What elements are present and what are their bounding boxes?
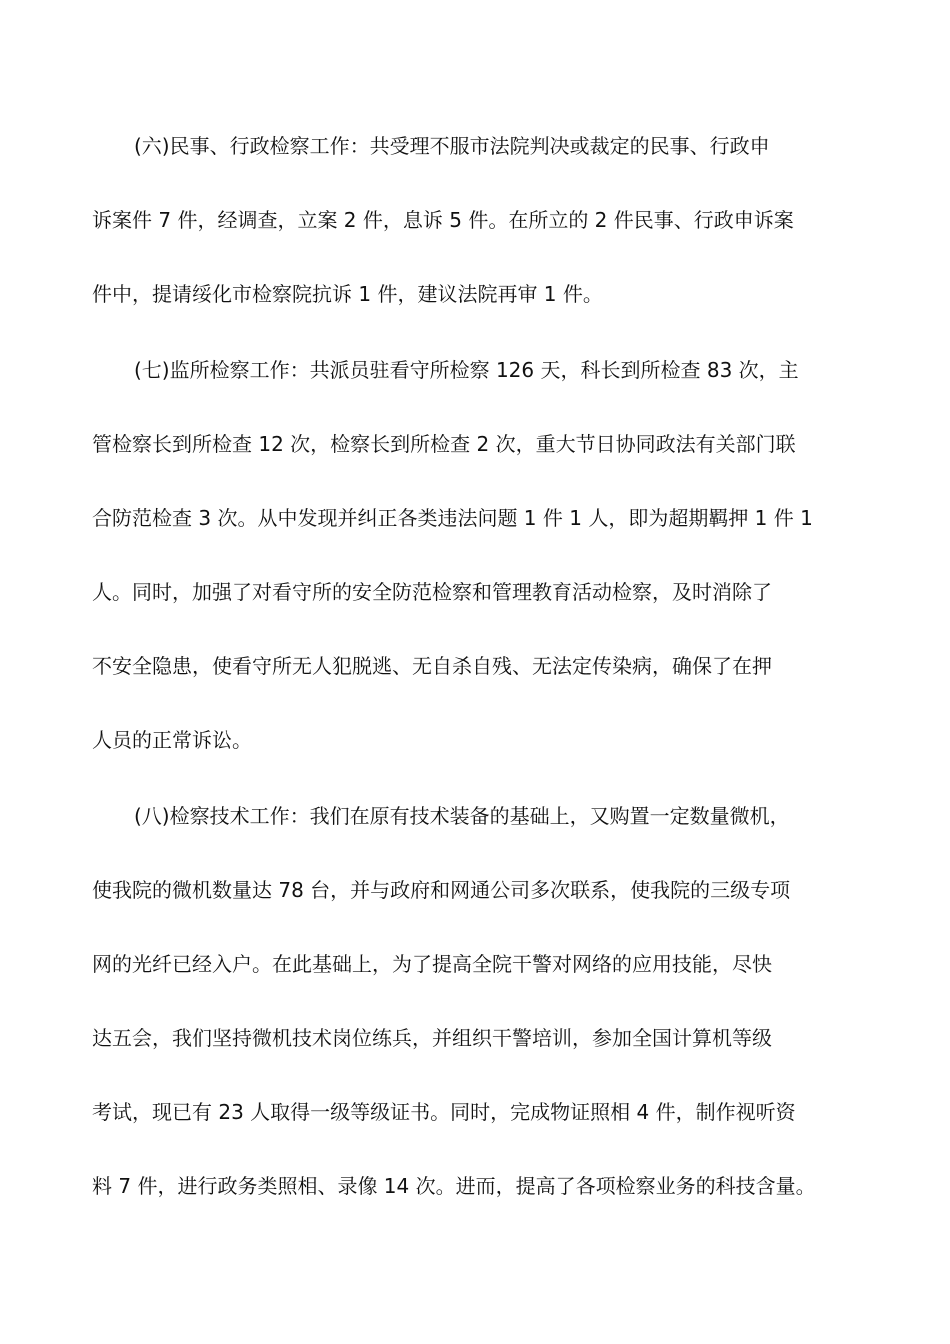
paragraph-eight-line-1: (八)检察技术工作：我们在原有技术装备的基础上，又购置一定数量微机，	[134, 804, 790, 828]
paragraph-eight-line-2: 使我院的微机数量达 78 台，并与政府和网通公司多次联系，使我院的三级专项	[92, 878, 791, 902]
paragraph-seven-line-4: 人。同时，加强了对看守所的安全防范检察和管理教育活动检察，及时消除了	[92, 580, 772, 604]
paragraph-eight-line-3: 网的光纤已经入户。在此基础上，为了提高全院干警对网络的应用技能，尽快	[92, 952, 772, 976]
paragraph-seven-line-1: (七)监所检察工作：共派员驻看守所检察 126 天，科长到所检查 83 次，主	[134, 358, 799, 382]
paragraph-seven-line-2: 管检察长到所检查 12 次，检察长到所检查 2 次，重大节日协同政法有关部门联	[92, 432, 796, 456]
paragraph-eight-line-5: 考试，现已有 23 人取得一级等级证书。同时，完成物证照相 4 件，制作视听资	[92, 1100, 796, 1124]
paragraph-eight-line-4: 达五会，我们坚持微机技术岗位练兵，并组织干警培训，参加全国计算机等级	[92, 1026, 772, 1050]
paragraph-six-line-1: (六)民事、行政检察工作：共受理不服市法院判决或裁定的民事、行政申	[134, 134, 770, 158]
paragraph-six-line-3: 件中，提请绥化市检察院抗诉 1 件，建议法院再审 1 件。	[92, 282, 603, 306]
paragraph-seven-line-5: 不安全隐患，使看守所无人犯脱逃、无自杀自残、无法定传染病，确保了在押	[92, 654, 772, 678]
paragraph-six-line-2: 诉案件 7 件，经调查，立案 2 件，息诉 5 件。在所立的 2 件民事、行政申诉案	[92, 208, 794, 232]
paragraph-seven-line-3: 合防范检查 3 次。从中发现并纠正各类违法问题 1 件 1 人，即为超期羁押 1 件 1	[92, 506, 813, 530]
paragraph-eight-line-6: 料 7 件，进行政务类照相、录像 14 次。进而，提高了各项检察业务的科技含量。	[92, 1174, 816, 1198]
paragraph-seven-line-6: 人员的正常诉讼。	[92, 728, 252, 752]
